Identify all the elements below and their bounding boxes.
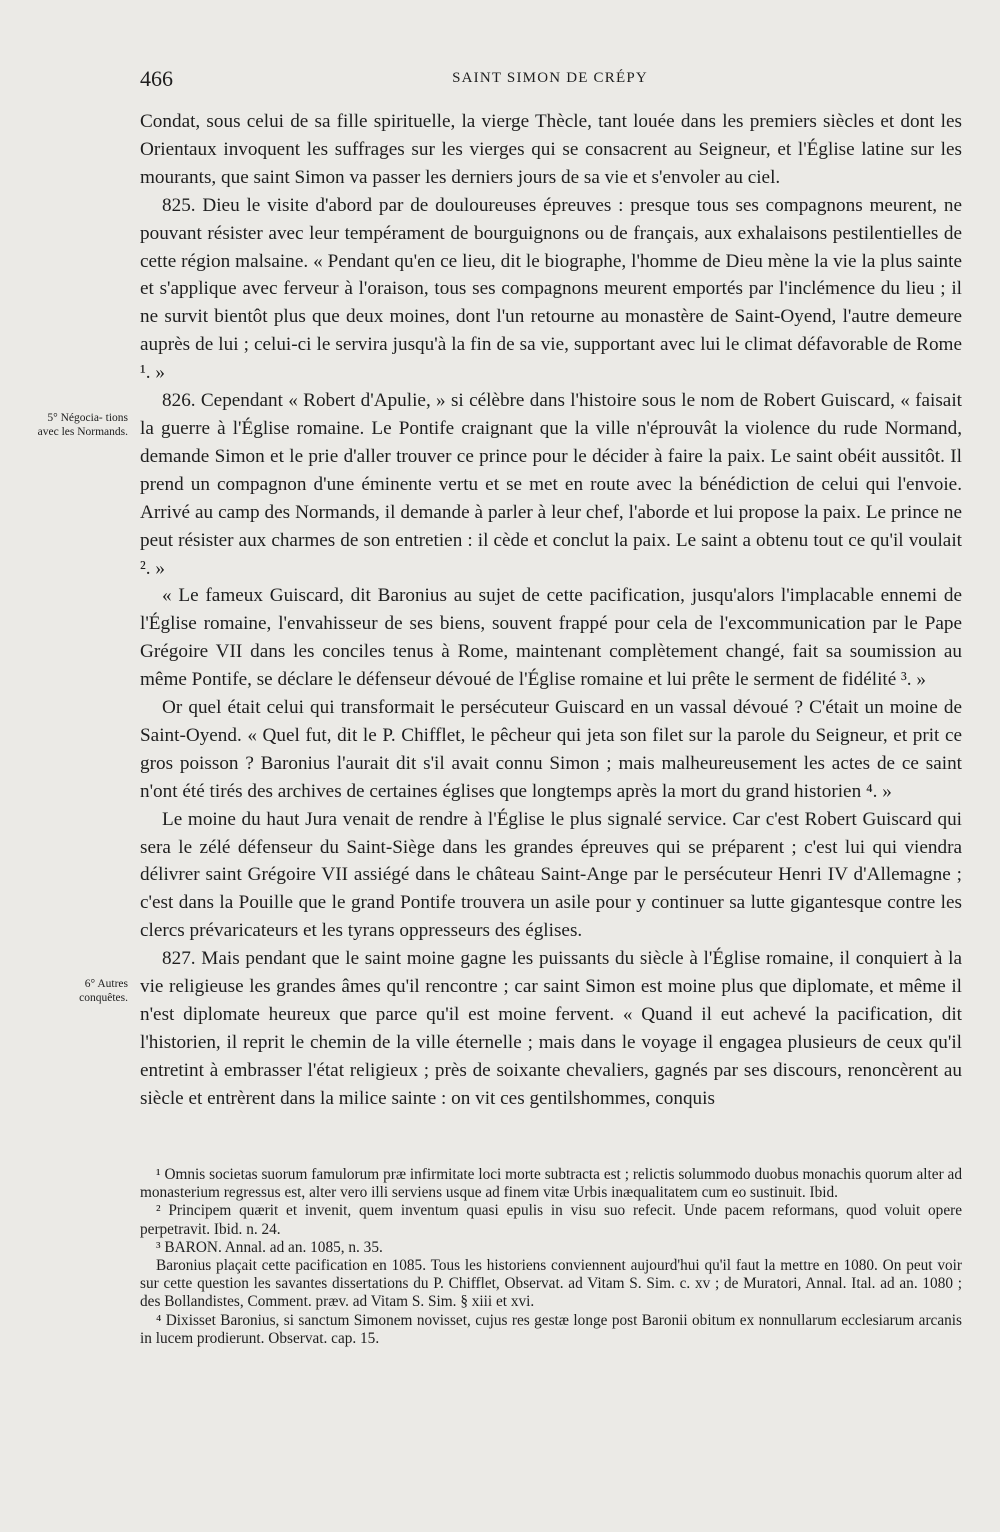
margin-note-other-conquests: 6° Autres conquêtes. (79, 978, 128, 1004)
footnote-2: ² Principem quærit et invenit, quem inventum quasi epulis in visu suo refecit. Unde pacem reformans, quod voluit opere perpetravit. Ibid. n. 24. (140, 1202, 962, 1238)
paragraph: Condat, sous celui de sa fille spirituelle, la vierge Thècle, tant louée dans les premiers siècles et dont les Orientaux invoquent les suffrages sur les vierges qui se consacrent au Seigneur, et l'Église latine sur les mourants, que saint Simon va passer les derniers jours de sa vie et s'envoler au ciel. (140, 111, 962, 188)
paragraph: Le moine du haut Jura venait de rendre à l'Église le plus signalé service. Car c'est Robert Guiscard qui sera le zélé défenseur du Saint-Siège dans les grandes épreuves qui se préparent ; c'est lui qui viendra délivrer saint Grégoire VII assiégé dans le château Saint-Ange par le persécuteur Henri IV d'Allemagne ; c'est dans la Pouille que le grand Pontife trouvera un asile pour y continuer sa lutte gigantesque contre les clercs prévaricateurs et les tyrans oppresseurs des églises. (140, 808, 962, 942)
paragraph: Or quel était celui qui transformait le persécuteur Guiscard en un vassal dévoué ? C'était un moine de Saint-Oyend. « Quel fut, dit le P. Chifflet, le pêcheur qui jeta son filet sur la parole du Seigneur, et prit ce gros poisson ? Baronius l'aurait dit s'il avait connu Simon ; mais malheureusement les actes de ce saint n'ont été tirés des archives de certaines églises que longtemps après la mort du grand historien ⁴. » (140, 697, 962, 802)
footnote-1: ¹ Omnis societas suorum famulorum præ infirmitate loci morte subtracta est ; relictis solummodo duobus monachis quorum alter ad monasterium regressus est, alter vero illi serviens usque ad finem vitæ Urbis inæqualitatem cum eo sustinuit. Ibid. (140, 1166, 962, 1202)
page-number: 466 (140, 66, 173, 91)
footnote-3: ³ BARON. Annal. ad an. 1085, n. 35. (156, 1238, 383, 1256)
margin-note-negotiations: 5° Négocia- tions avec les Normands. (37, 412, 128, 438)
footnote-3-continued: Baronius plaçait cette pacification en 1085. Tous les historiens conviennent aujourd'hui qu'il faut la mettre en 1080. On peut voir sur cette question les savantes dissertations du P. Chifflet, Observat. ad Vitam S. Sim. c. xv ; de Muratori, Annal. Ital. ad an. 1080 ; des Bollandistes, Comment. præv. ad Vitam S. Sim. § xiii et xvi. (140, 1257, 962, 1311)
paragraph-825: 825. Dieu le visite d'abord par de douloureuses épreuves : presque tous ses compagnons meurent, ne pouvant résister avec leur tempérament de bourguignons ou de français, aux exhalaisons pestilentielles de cette région malsaine. « Pendant qu'en ce lieu, dit le biographe, l'homme de Dieu mène la vie la plus sainte et s'applique avec ferveur à l'oraison, tous ses compagnons meurent emportés par l'inclémence du lieu ; il ne survit bientôt plus que deux moines, dont l'un retourne au monastère de Saint-Oyend, l'autre demeure auprès de lui ; celui-ci le servira jusqu'à la fin de sa vie, supportant avec lui le climat défavorable de Rome ¹. » (140, 194, 962, 384)
paragraph: « Le fameux Guiscard, dit Baronius au sujet de cette pacification, jusqu'alors l'implacable ennemi de l'Église romaine, l'envahisseur de ses biens, souvent frappé pour cela de l'excommunication par le Pape Grégoire VII dans les conciles tenus à Rome, maintenant complètement changé, fait sa soumission au même Pontife, se déclare le défenseur dévoué de l'Église romaine et lui prête le serment de fidélité ³. » (140, 585, 962, 691)
paragraph-827: 827. Mais pendant que le saint moine gagne les puissants du siècle à l'Église romaine, il conquiert à la vie religieuse les grandes âmes qu'il rencontre ; car saint Simon est moine plus que diplomate, et même il n'est diplomate heureux que parce qu'il est moine fervent. « Quand il eut achevé la pacification, dit l'historien, il reprit le chemin de la ville éternelle ; mais dans le voyage il engagea plusieurs de ceux qu'il entretint à embrasser l'état religieux ; près de soixante chevaliers, gagnés par ses discours, renoncèrent au siècle et entrèrent dans la milice sainte : on vit ces gentilshommes, conquis (140, 948, 962, 1109)
page-header (140, 66, 960, 96)
footnote-4: ⁴ Dixisset Baronius, si sanctum Simonem novisset, cujus res gestæ longe post Baronii obitum ex nonnullarum ecclesiarum arcanis in lucem prodierunt. Observat. cap. 15. (140, 1311, 962, 1347)
paragraph-826: 826. Cependant « Robert d'Apulie, » si célèbre dans l'histoire sous le nom de Robert Guiscard, « faisait la guerre à l'Église romaine. Le Pontife craignant que la ville n'éprouvât la violence du rude Normand, demande Simon et le prie d'aller trouver ce prince pour le décider à faire la paix. Le saint obéit aussitôt. Il prend un compagnon d'une éminente vertu et se met en route avec la bénédiction de celui qui l'envoie. Arrivé au camp des Normands, il demande à parler à leur chef, l'aborde et lui propose la paix. Le prince ne peut résister aux charmes de son entretien : il cède et conclut la paix. Le saint a obtenu tout ce qu'il voulait ². » (140, 390, 962, 579)
running-title: SAINT SIMON DE CRÉPY (452, 70, 648, 86)
body-text (140, 108, 962, 1113)
footnotes (140, 1166, 962, 1348)
